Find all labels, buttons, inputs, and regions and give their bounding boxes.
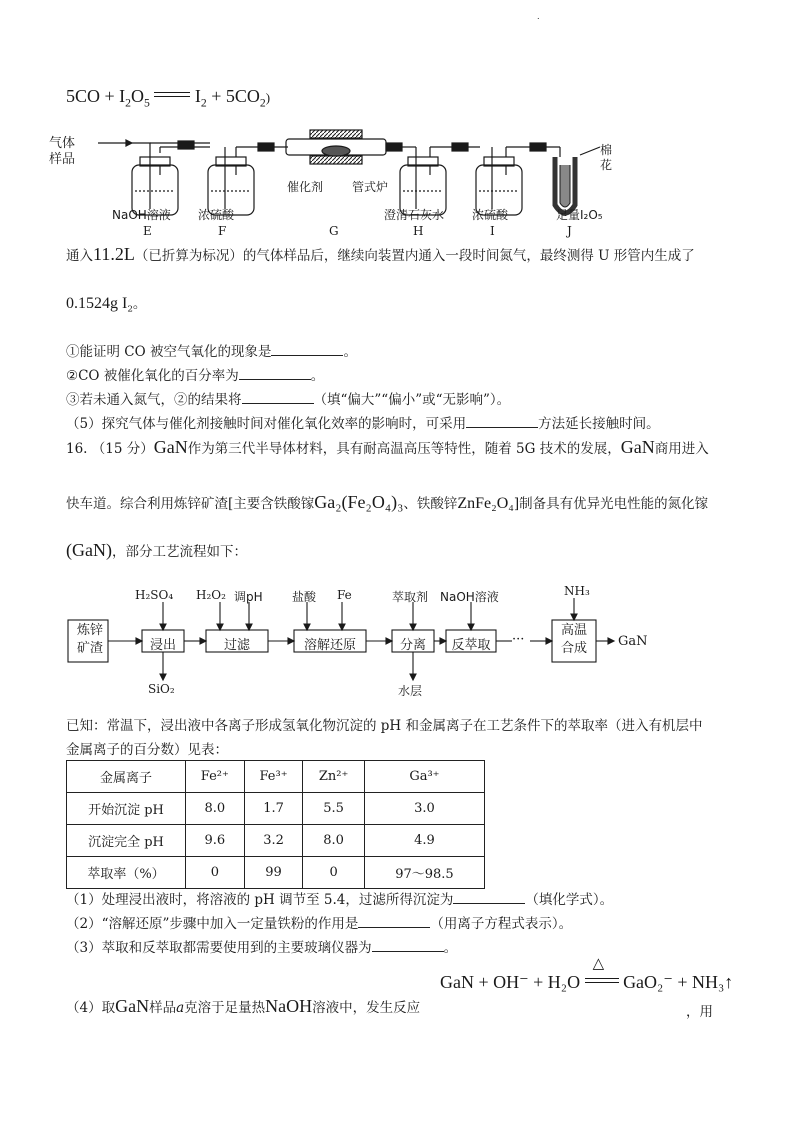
table-cell: 99 xyxy=(244,857,303,889)
table-row xyxy=(67,825,485,857)
text: 溶液中，发生反应 xyxy=(312,1000,421,1016)
variable-a: a xyxy=(176,1000,185,1016)
flow-input-nh3: NH₃ xyxy=(564,584,590,598)
question-co-oxidized xyxy=(66,340,357,360)
text: （1）处理浸出液时，将溶液的 pH 调节至 5.4，过滤所得沉淀为 xyxy=(66,892,454,908)
flow-input-naoh: NaOH溶液 xyxy=(440,590,499,604)
sub: 2 xyxy=(127,304,133,315)
question-2 xyxy=(66,912,572,932)
text: 。 xyxy=(343,344,357,360)
letter-i: I xyxy=(490,224,495,238)
problem-16-line1 xyxy=(66,437,709,458)
label-limewater: 澄清石灰水 xyxy=(384,208,445,222)
table-cell: 8.0 xyxy=(303,825,365,857)
table-header-cell: Fe²⁺ xyxy=(186,761,245,793)
table-row xyxy=(67,857,485,889)
answer-blank[interactable] xyxy=(239,367,311,380)
eq-lhs2: O xyxy=(131,86,144,106)
question-3 xyxy=(66,936,457,956)
formula-gan: (GaN) xyxy=(66,540,112,560)
text: （已折算为标况）的气体样品后，继续向装置内通入一段时间氮气，最终测得 U 形管内生成了 xyxy=(134,248,695,264)
eq-lhs: GaN + OH⁻ + H₂O xyxy=(440,972,581,992)
known-line2: 金属离子的百分数）见表： xyxy=(66,742,228,758)
table-cell: 9.6 xyxy=(186,825,245,857)
text: 、铁酸锌 xyxy=(403,496,458,512)
problem-number: 16. xyxy=(66,441,88,457)
question-oxidation-rate xyxy=(66,364,324,384)
apparatus-letters xyxy=(0,224,800,240)
flow-start-line: 矿渣 xyxy=(76,641,103,656)
equals-sign xyxy=(154,92,190,97)
formula-gan: GaN xyxy=(620,437,655,457)
question-4-end: ，用 xyxy=(686,1004,713,1020)
equals-heat xyxy=(585,956,619,983)
page-mark: . xyxy=(537,12,540,21)
volume-value: 11.2L xyxy=(93,244,135,264)
answer-blank[interactable] xyxy=(372,939,444,952)
flow-step-filter: 过滤 xyxy=(223,638,250,653)
flow-start xyxy=(70,622,110,658)
formula-zn-ferrite: ZnFe₂O₄ xyxy=(457,495,514,512)
ion-data-table xyxy=(66,760,485,889)
flow-input-fe: Fe xyxy=(337,588,352,602)
text: ]制备具有优异光电性能的氮化镓 xyxy=(513,496,709,512)
text: 。 xyxy=(132,296,147,312)
flow-ellipsis: ··· xyxy=(512,632,525,647)
question-5 xyxy=(66,412,660,432)
flow-input-h2so4: H₂SO₄ xyxy=(135,588,174,602)
table-header-cell: Fe³⁺ xyxy=(244,761,303,793)
text: 作为第三代半导体材料，具有耐高温高压等特性，随着 5G 技术的发展， xyxy=(187,441,621,457)
problem-score: （15 分） xyxy=(91,441,154,457)
text: 。 xyxy=(310,368,325,384)
table-cell: 97～98.5 xyxy=(364,857,484,889)
question-1 xyxy=(66,888,613,908)
table-cell: 萃取率（%） xyxy=(67,857,186,889)
letter-h: H xyxy=(413,224,424,238)
answer-blank[interactable] xyxy=(242,391,314,404)
text: （2）“溶解还原”步骤中加入一定量铁粉的作用是 xyxy=(66,916,359,932)
table-header-row xyxy=(67,761,485,793)
flow-step-separate: 分离 xyxy=(399,638,426,653)
text: （填“偏大”“偏小”或“无影响”）。 xyxy=(313,392,511,408)
table-cell: 4.9 xyxy=(364,825,484,857)
equation-gan-naoh xyxy=(440,956,734,993)
answer-blank[interactable] xyxy=(271,343,343,356)
text: 克溶于足量热 xyxy=(184,1000,266,1016)
text: 通入 xyxy=(66,248,93,264)
table-header-cell: Ga³⁺ xyxy=(364,761,484,793)
table-cell: 3.0 xyxy=(364,793,484,825)
flow-step-back-extract: 反萃取 xyxy=(451,638,491,653)
text: 快车道。综合利用炼锌矿渣[主要含铁酸镓 xyxy=(66,496,315,512)
flow-output-sio2: SiO₂ xyxy=(148,682,175,696)
text: 方法延长接触时间。 xyxy=(538,416,660,432)
para-i2-mass xyxy=(66,292,146,315)
letter-j: J xyxy=(567,224,572,238)
table-cell: 8.0 xyxy=(186,793,245,825)
flow-final-line: 合成 xyxy=(560,641,587,656)
flow-product: GaN xyxy=(618,634,648,649)
flow-step-dissolve-reduce: 溶解还原 xyxy=(303,638,356,653)
letter-g: G xyxy=(329,224,339,238)
table-header-cell: Zn²⁺ xyxy=(303,761,365,793)
equation-co-i2o5 xyxy=(66,86,270,110)
eq-sub: 2 xyxy=(259,96,266,110)
known-line1: 已知：常温下，浸出液中各离子形成氢氧化物沉淀的 pH 和金属离子在工艺条件下的萃取率（进入有机层中 xyxy=(66,718,703,734)
text: ③若未通入氮气，②的结果将 xyxy=(66,392,242,408)
formula-gan: GaN xyxy=(115,996,150,1016)
label-tube-furnace: 管式炉 xyxy=(352,180,389,194)
flow-input-ph: 调pH xyxy=(234,590,263,604)
table-cell: 0 xyxy=(186,857,245,889)
text: （5）探究气体与催化剂接触时间对催化氧化效率的影响时，可采用 xyxy=(66,416,467,432)
question-no-nitrogen xyxy=(66,388,510,408)
answer-blank[interactable] xyxy=(358,915,430,928)
text: 样品 xyxy=(149,1000,177,1016)
label-naoh: NaOH溶液 xyxy=(112,208,171,222)
answer-blank[interactable] xyxy=(466,415,538,428)
eq-sub: 5 xyxy=(144,96,150,110)
flow-step-leach: 浸出 xyxy=(149,638,176,653)
eq-rhs: GaO₂⁻ + NH₃↑ xyxy=(623,972,734,992)
text: ①能证明 CO 被空气氧化的现象是 xyxy=(66,344,272,360)
table-cell: 5.5 xyxy=(303,793,365,825)
cotton-char: 棉 xyxy=(600,143,613,157)
table-cell: 沉淀完全 pH xyxy=(67,825,186,857)
flow-step-synthesis xyxy=(552,622,596,658)
label-i2o5: 足量I₂O₅ xyxy=(556,208,603,222)
table-row xyxy=(67,793,485,825)
table-cell: 3.2 xyxy=(244,825,303,857)
eq-close: ) xyxy=(265,90,271,105)
letter-f: F xyxy=(218,224,227,238)
letter-e: E xyxy=(143,224,152,238)
text: ②CO 被催化氧化的百分率为 xyxy=(66,368,239,384)
text: 。 xyxy=(443,940,458,956)
flow-input-extractant: 萃取剂 xyxy=(392,590,429,604)
label-cotton xyxy=(600,143,612,173)
eq-rhs1: I xyxy=(194,86,201,106)
eq-sub: 2 xyxy=(125,96,131,110)
question-4 xyxy=(66,996,420,1017)
apparatus-gas-label xyxy=(49,136,75,168)
mass-value: 0.1524g I xyxy=(66,295,128,312)
gas-label-line: 样品 xyxy=(49,152,76,167)
flow-output-aqueous: 水层 xyxy=(398,684,423,698)
eq-sub: 2 xyxy=(200,96,207,110)
table-cell: 1.7 xyxy=(244,793,303,825)
formula-ga-ferrite: Ga₂(Fe₂O₄)₃ xyxy=(314,492,404,512)
flow-input-h2o2: H₂O₂ xyxy=(196,588,226,602)
label-conc-h2so4-i: 浓硫酸 xyxy=(472,208,509,222)
answer-blank[interactable] xyxy=(453,891,525,904)
label-catalyst: 催化剂 xyxy=(287,180,324,194)
text: （3）萃取和反萃取都需要使用到的主要玻璃仪器为 xyxy=(66,940,372,956)
flow-input-hcl: 盐酸 xyxy=(292,590,317,604)
label-conc-h2so4-f: 浓硫酸 xyxy=(198,208,235,222)
text: ，部分工艺流程如下： xyxy=(111,544,247,560)
flow-final-line: 高温 xyxy=(560,623,587,638)
table-cell: 开始沉淀 pH xyxy=(67,793,186,825)
problem-16-line2 xyxy=(66,492,708,513)
cotton-char: 花 xyxy=(600,158,613,172)
para-gas-sample xyxy=(66,244,695,265)
heat-symbol: △ xyxy=(592,956,605,973)
text: （4）取 xyxy=(66,1000,116,1016)
problem-16-line3 xyxy=(66,540,247,561)
formula-naoh: NaOH xyxy=(265,996,313,1016)
table-header-cell: 金属离子 xyxy=(67,761,186,793)
text: （填化学式）。 xyxy=(525,892,614,908)
eq-lhs: 5CO + I xyxy=(66,86,126,106)
gas-label-line: 气体 xyxy=(49,136,76,151)
text: （用离子方程式表示）。 xyxy=(430,916,573,932)
eq-rhs2: + 5CO xyxy=(206,86,260,106)
flow-start-line: 炼锌 xyxy=(76,623,103,638)
text: 商用进入 xyxy=(654,441,709,457)
formula-gan: GaN xyxy=(153,437,188,457)
table-cell: 0 xyxy=(303,857,365,889)
